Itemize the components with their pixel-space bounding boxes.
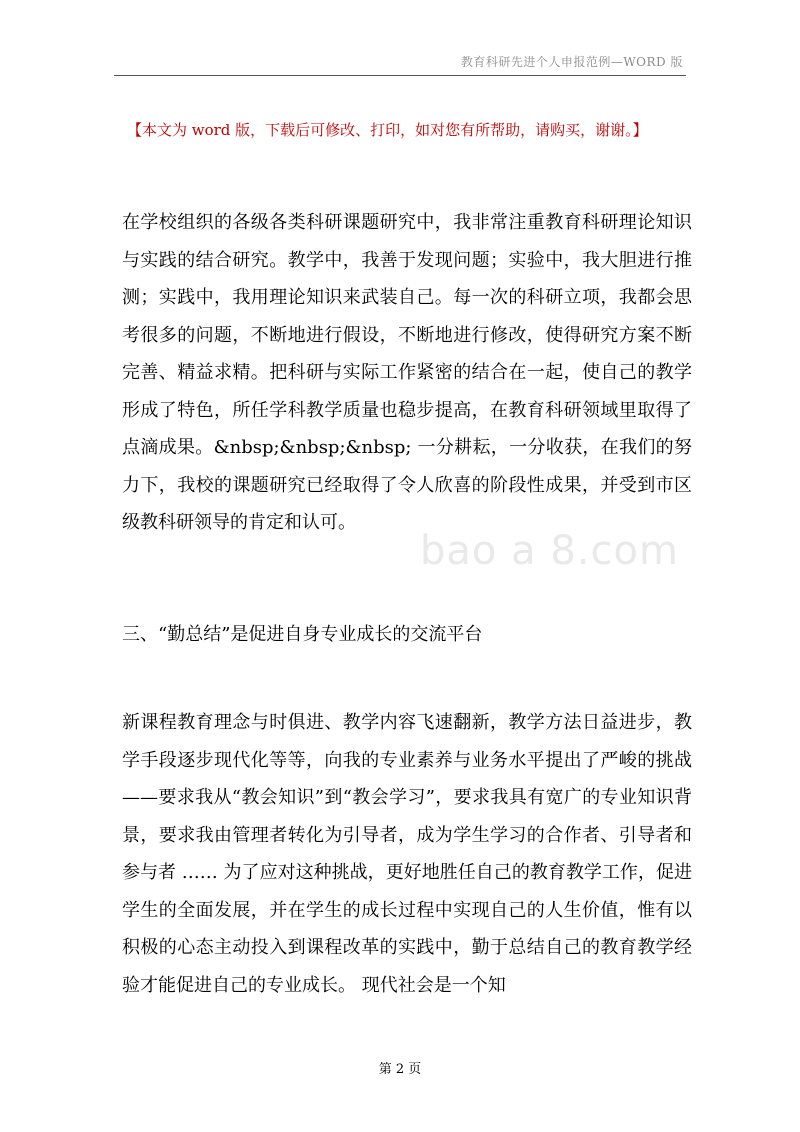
section-heading: 三、“勤总结”是促进自身专业成长的交流平台 — [122, 624, 483, 645]
page-number: 第 2 页 — [378, 1062, 422, 1077]
header-divider — [114, 75, 686, 76]
body-paragraph-research: 在学校组织的各级各类科研课题研究中，我非常注重教育科研理论知识与实践的结合研究。教学中，我善于发现问题；实验中，我大胆进行推测；实践中，我用理论知识来武装自己。每一次的科研立项，我都会思考很多的问题，不断地进行假设，不断地进行修改，使得研究方案不断完善、精益求精。把科研与实际工作紧密的结合在一起，使自己的教学形成了特色，所任学科教学质量也稳步提高，在教育科研领域里取得了点滴成果。&nbsp;&nbsp;&nbsp; 一分耕耘，一分收获，在我们的努力下，我校的课题研究已经取得了令人欣喜的阶段性成果，并受到市区级教科研领导的肯定和认可。 — [122, 212, 692, 533]
body-paragraph-summary: 新课程教育理念与时俱进、教学内容飞速翻新，教学方法日益进步，教学手段逐步现代化等等，向我的专业素养与业务水平提出了严峻的挑战——要求我从“教会知识”到“教会学习”，要求我具有宽广的专业知识背景，要求我由管理者转化为引导者，成为学生学习的合作者、引导者和参与者 …… 为了应对这种挑战，更好地胜任自己的教育教学工作，促进学生的全面发展，并在学生的成长过程中实现自己的人生价值，惟有以积极的心态主动投入到课程改革的实践中，勤于总结自己的教育教学经验才能促进自己的专业成长。 现代社会是一个知 — [122, 712, 692, 996]
site-watermark: bao a 8.com — [420, 528, 679, 574]
purchase-notice: 【本文为 word 版，下载后可修改、打印，如对您有所帮助，请购买，谢谢。】 — [127, 121, 648, 139]
document-header-title: 教育科研先进个人申报范例—WORD 版 — [460, 55, 683, 69]
